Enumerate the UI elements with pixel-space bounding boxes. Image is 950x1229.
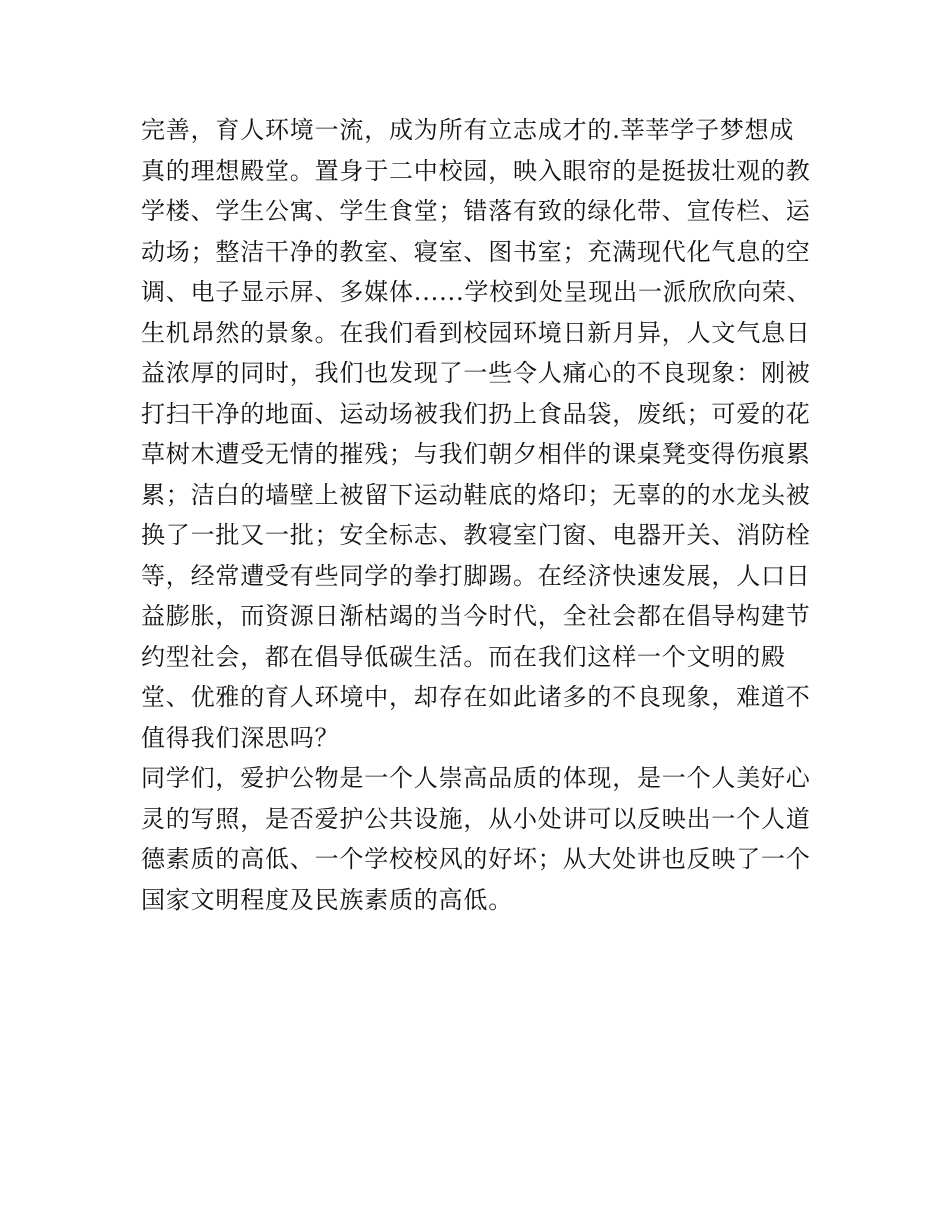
paragraph-1-line-8: 打扫干净的地面、运动场被我们扔上食品袋，废纸；可爱的花	[141, 399, 811, 428]
paragraph-1-line-7: 益浓厚的同时，我们也发现了一些令人痛心的不良现象：刚被	[141, 359, 811, 387]
paragraph-2-line-4: 国家文明程度及民族素质的高低。	[141, 885, 513, 914]
document-body	[141, 110, 821, 920]
paragraph-1-line-14: 约型社会，都在倡导低碳生活。而在我们这样一个文明的殿	[141, 642, 786, 671]
paragraph-2-line-2: 灵的写照，是否爱护公共设施，从小处讲可以反映出一个人道	[141, 804, 811, 833]
paragraph-2-line-1: 同学们，爱护公物是一个人崇高品质的体现，是一个人美好心	[141, 764, 811, 792]
paragraph-1-line-9: 草树木遭受无情的摧残；与我们朝夕相伴的课桌凳变得伤痕累	[141, 440, 811, 468]
paragraph-1-line-4: 动场；整洁干净的教室、寝室、图书室；充满现代化气息的空	[141, 237, 811, 266]
paragraph-1-line-13: 益膨胀，而资源日渐枯竭的当今时代，全社会都在倡导构建节	[141, 602, 811, 630]
paragraph-1-line-10: 累；洁白的墙壁上被留下运动鞋底的烙印；无辜的的水龙头被	[141, 480, 811, 509]
paragraph-1-line-16: 值得我们深思吗？	[141, 723, 340, 752]
paragraph-1-line-6: 生机昂然的景象。在我们看到校园环境日新月异，人文气息日	[141, 318, 811, 347]
paragraph-1-line-11: 换了一批又一批；安全标志、教寝室门窗、电器开关、消防栓	[141, 521, 811, 549]
paragraph-1-line-5: 调、电子显示屏、多媒体......学校到处呈现出一派欣欣向荣、	[141, 278, 812, 306]
paragraph-1-line-15: 堂、优雅的育人环境中，却存在如此诸多的不良现象，难道不	[141, 683, 811, 711]
paragraph-1-line-12: 等，经常遭受有些同学的拳打脚踢。在经济快速发展，人口日	[141, 561, 811, 590]
paragraph-1-line-3: 学楼、学生公寓、学生食堂；错落有致的绿化带、宣传栏、运	[141, 197, 811, 225]
paragraph-2-line-3: 德素质的高低、一个学校校风的好坏；从大处讲也反映了一个	[141, 845, 811, 873]
paragraph-1-line-2: 真的理想殿堂。置身于二中校园，映入眼帘的是挺拔壮观的教	[141, 156, 811, 185]
paragraph-1-line-1: 完善，育人环境一流，成为所有立志成才的.莘莘学子梦想成	[141, 116, 795, 144]
